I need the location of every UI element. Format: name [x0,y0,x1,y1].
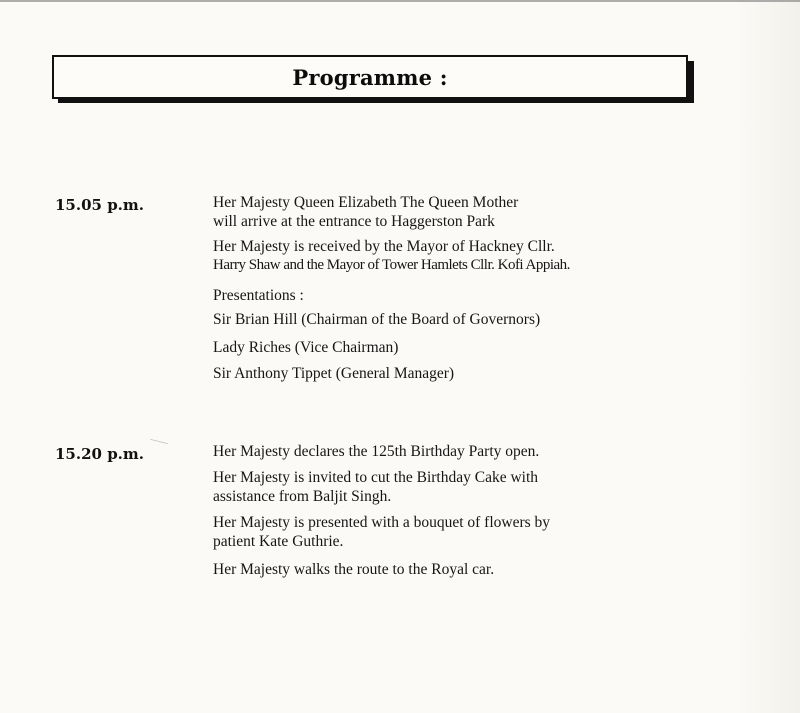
schedule-line: patient Kate Guthrie. [213,533,344,550]
page-top-edge [0,0,800,2]
schedule-line: Lady Riches (Vice Chairman) [213,339,399,356]
schedule-line: Sir Anthony Tippet (General Manager) [213,365,455,382]
section-2-cake [213,468,633,506]
section-1-presentee-1 [213,310,633,329]
title-box [52,55,688,99]
section-2-bouquet [213,513,633,551]
schedule-line: Sir Brian Hill (Chairman of the Board of Governors) [213,311,541,328]
section-2-opening [213,442,633,461]
schedule-line: assistance from Baljit Singh. [213,488,392,505]
schedule-line: Her Majesty is presented with a bouquet of flowers by [213,514,551,531]
schedule-line: Harry Shaw and the Mayor of Tower Hamlets Cllr. Kofi Appiah. [213,257,570,273]
section-1-time: 15.05 p.m. [55,196,144,214]
section-1-presentee-3 [213,364,633,383]
schedule-line: will arrive at the entrance to Haggerston Park [213,213,495,230]
section-1-presentee-2 [213,338,633,357]
schedule-line: Her Majesty declares the 125th Birthday Party open. [213,443,540,460]
schedule-line: Her Majesty walks the route to the Royal car. [213,561,495,578]
section-1-body [213,193,633,231]
section-2-time: 15.20 p.m. [55,445,144,463]
section-1-presentations-heading [213,286,633,305]
schedule-line: Her Majesty is received by the Mayor of Hackney Cllr. [213,238,555,255]
schedule-line: Her Majesty Queen Elizabeth The Queen Mother [213,194,519,211]
schedule-line: Presentations : [213,287,304,304]
section-1-reception [213,237,633,275]
schedule-line: Her Majesty is invited to cut the Birthday Cake with [213,469,539,486]
scan-mark [150,439,168,444]
page-title: Programme : [292,64,448,90]
section-2-departure [213,560,633,579]
